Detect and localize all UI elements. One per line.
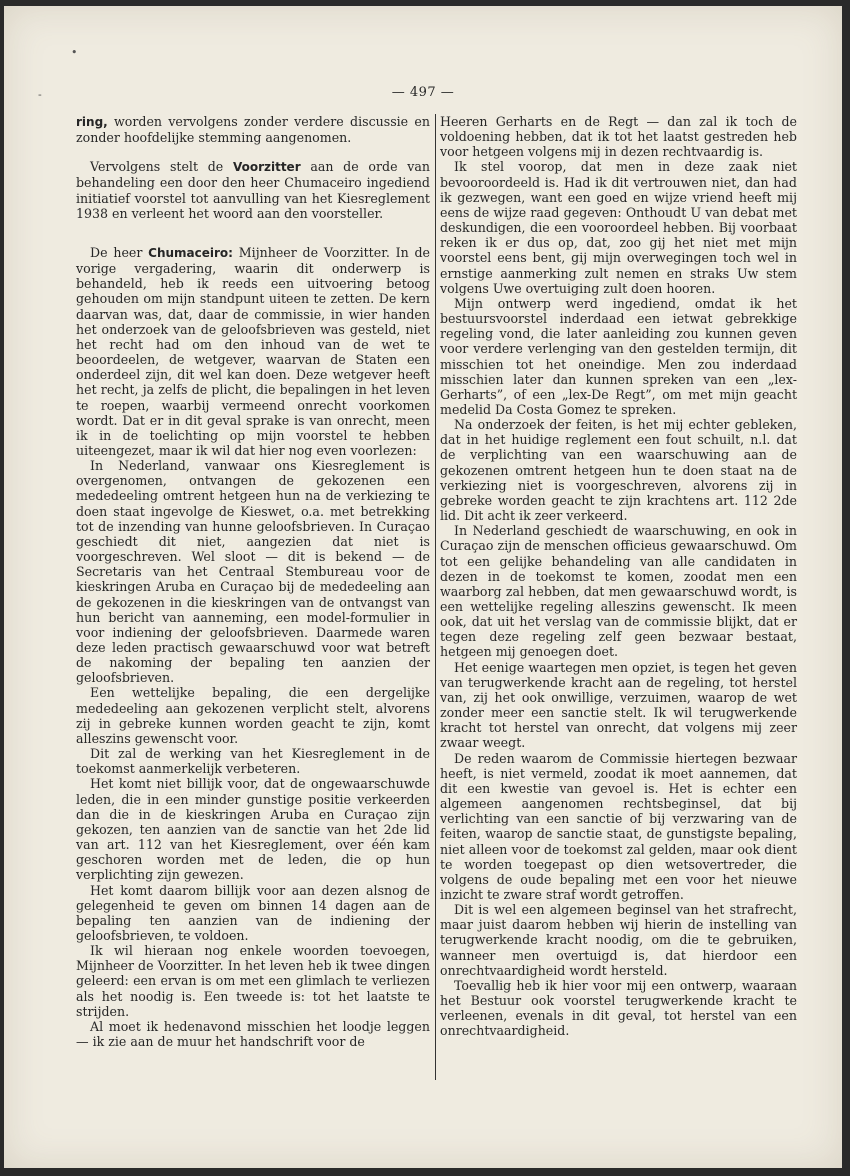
paragraph	[76, 159, 430, 221]
paragraph-text: aan de orde van behandeling een door den heer Chumaceiro ingediend initiatief voorstel tot aanvulling van het Kiesreglement 1938 en verleent het woord aan den voorsteller.	[76, 159, 430, 221]
speaker-name: Voorzitter	[232, 160, 301, 175]
paragraph: De reden waarom de Commissie hiertegen bezwaar heeft, is niet vermeld, zoodat ik moet aannemen, dat dit een kwestie van gevoel is. Het is echter een algemeen aangenomen rechtsbeginsel, dat bij verlichting van een sanctie of bij verzwaring van de feiten, waarop de sanctie staat, de gunstigste bepaling, niet alleen voor de toekomst zal gelden, maar ook dient te worden toegepast op dien wetsovertreder, die volgens de oude bepaling met een voor het nieuwe inzicht te zware straf wordt getroffen.	[440, 750, 797, 902]
paragraph: In Nederland geschiedt de waarschuwing, en ook in Curaçao zijn de menschen officieus gewaarschuwd. Om tot een gelijke behandeling van alle candidaten in dezen in de toekomst te komen, zoodat men een waarborg zal hebben, dat men gewaarschuwd wordt, is een wettelijke regeling alleszins gewenscht. Ik meen ook, dat uit het verslag van de commissie blijkt, dat er tegen deze regeling zelf geen bezwaar bestaat, hetgeen mij genoegen doet.	[440, 523, 797, 660]
paragraph: Dit is wel een algemeen beginsel van het strafrecht, maar juist daarom hebben wij hierin de instelling van terugwerkende kracht noodig, om die te gebruiken, wanneer men overtuigd is, dat hierdoor een onrechtvaardigheid wordt hersteld.	[440, 902, 797, 978]
left-column	[76, 114, 430, 1049]
paragraph: In Nederland, vanwaar ons Kiesreglement is overgenomen, ontvangen de gekozenen een mededeeling omtrent hetgeen hun na de verkiezing te doen staat ingevolge de Kieswet, o.a. met betrekking tot de inzending van hunne geloofsbrieven. In Curaçao geschiedt dit niet, aangezien dat niet is voorgeschreven. Wel sloot — dit is bekend — de Secretaris van het Centraal Stembureau voor de kieskringen Aruba en Curaçao bij de mededeeling aan de gekozenen in die kieskringen van de ontvangst van hun bericht van aanneming, een model-formulier in voor indiening der geloofsbrieven. Daarmede waren deze leden practisch gewaarschuwd voor wat betreft de nakoming der bepaling ten aanzien der geloofsbrieven.	[76, 458, 430, 686]
speaker-name: Chumaceiro:	[148, 245, 233, 260]
right-column	[440, 114, 797, 1039]
paragraph-text: Mijnheer de Voorzitter. In de vorige vergadering, waarin dit onderwerp is behandeld, heb ik reeds een uitvoering betoog gehouden om mijn standpunt uiteen te zetten. De kern daarvan was, dat, daar de commissie, in wier handen het onderzoek van de geloofsbrieven was gesteld, niet het recht had om den inhoud van de wet te beoordeelen, de wetgever, waarvan de Staten een onderdeel zijn, dit wel kan doen. Deze wetgever heeft het recht, ja zelfs de plicht, die bepalingen in het leven te roepen, waarbij vermeend onrecht voorkomen wordt. Dat er in dit geval sprake is van onrecht, meen ik in de toelichting op mijn voorstel te hebben uiteengezet, maar ik wil dat hier nog even voorlezen:	[76, 244, 430, 458]
paragraph: Mijn ontwerp werd ingediend, omdat ik het bestuursvoorstel inderdaad een ietwat gebrekkige regeling vond, die later aanleiding zou kunnen geven voor verdere verlenging van den gestelden termijn, dit misschien tot het oneindige. Men zou inderdaad misschien later dan kunnen spreken van een „lex-Gerharts”, of een „lex-De Regt”, om met mijn geacht medelid Da Costa Gomez te spreken.	[440, 295, 797, 417]
paragraph-text: Vervolgens stelt de	[90, 159, 233, 175]
paragraph: Het komt daarom billijk voor aan dezen alsnog de gelegenheid te geven om binnen 14 dagen aan de bepaling ten aanzien van de indiening der geloofsbrieven, te voldoen.	[76, 882, 430, 943]
paragraph: Ik stel voorop, dat men in deze zaak niet bevooroordeeld is. Had ik dit vertrouwen niet, dan had ik gezwegen, want een goed en wijze vriend heeft mij eens de wijze raad gegeven: Onthoudt U van debat met deskundigen, die een vooroordeel hebben. Bij voorbaat reken ik er dus op, dat, zoo gij het niet met mijn voorstel eens bent, gij mijn overwegingen toch wel in ernstige aanmerking zult nemen en straks Uw stem volgens Uwe overtuiging zult doen hooren.	[440, 159, 797, 296]
paragraph-text: De heer	[90, 244, 149, 260]
paragraph: Na onderzoek der feiten, is het mij echter gebleken, dat in het huidige reglement een fout schuilt, n.l. dat de verplichting van een waarschuwing aan de gekozenen omtrent hetgeen hun te doen staat na de verkiezing niet is voorgeschreven, alvorens zij in gebreke worden geacht te zijn krachtens art. 112 2de lid. Dit acht ik zeer verkeerd.	[440, 417, 797, 524]
paragraph: Toevallig heb ik hier voor mij een ontwerp, waaraan het Bestuur ook voorstel terugwerkende kracht te verleenen, evenals in dit geval, tot herstel van een onrechtvaardigheid.	[440, 977, 797, 1039]
page-number: — 497 —	[391, 85, 455, 100]
margin-mark: •	[71, 46, 78, 59]
paragraph: Een wettelijke bepaling, die een dergelijke mededeeling aan gekozenen verplicht stelt, alvorens zij in gebreke kunnen worden geacht te zijn, komt alleszins gewenscht voor.	[76, 685, 430, 746]
paragraph	[76, 245, 430, 458]
paragraph: Het eenige waartegen men opziet, is tegen het geven van terugwerkende kracht aan de regeling, tot herstel van, zij het ook onwillige, verzuimen, waarop de wet zonder meer een sanctie stelt. Ik wil terugwerkende kracht tot herstel van onrecht, dat volgens mij zeer zwaar weegt.	[440, 659, 797, 751]
paragraph: Heeren Gerharts en de Regt — dan zal ik toch de voldoening hebben, dat ik tot het laatst gestreden heb voor hetgeen volgens mij in dezen rechtvaardig is.	[440, 114, 797, 160]
paragraph: Al moet ik hedenavond misschien het loodje leggen — ik zie aan de muur het handschrift voor de	[76, 1018, 430, 1050]
paragraph: Het komt niet billijk voor, dat de ongewaarschuwde leden, die in een minder gunstige positie verkeerden dan die in de kieskringen Aruba en Curaçao zijn gekozen, ten aanzien van de sanctie van het 2de lid van art. 112 van het Kiesreglement, over één kam geschoren worden met de leden, die op hun verplichting zijn gewezen.	[76, 776, 430, 883]
paragraph: Ik wil hieraan nog enkele woorden toevoegen, Mijnheer de Voorzitter. In het leven heb ik twee dingen geleerd: een ervan is om met een glimlach te verliezen als het noodig is. Een tweede is: tot het laatste te strijden.	[76, 943, 430, 1019]
column-divider	[435, 114, 436, 1080]
paragraph: Dit zal de werking van het Kiesreglement in de toekomst aanmerkelijk verbeteren.	[76, 746, 430, 777]
lead-word: ring,	[76, 115, 108, 129]
margin-mark: -	[38, 88, 42, 101]
paragraph-text: worden vervolgens zonder verdere discussie en zonder hoofdelijke stemming aangenomen.	[76, 114, 430, 146]
paragraph	[76, 114, 430, 145]
document-page	[4, 6, 842, 1168]
